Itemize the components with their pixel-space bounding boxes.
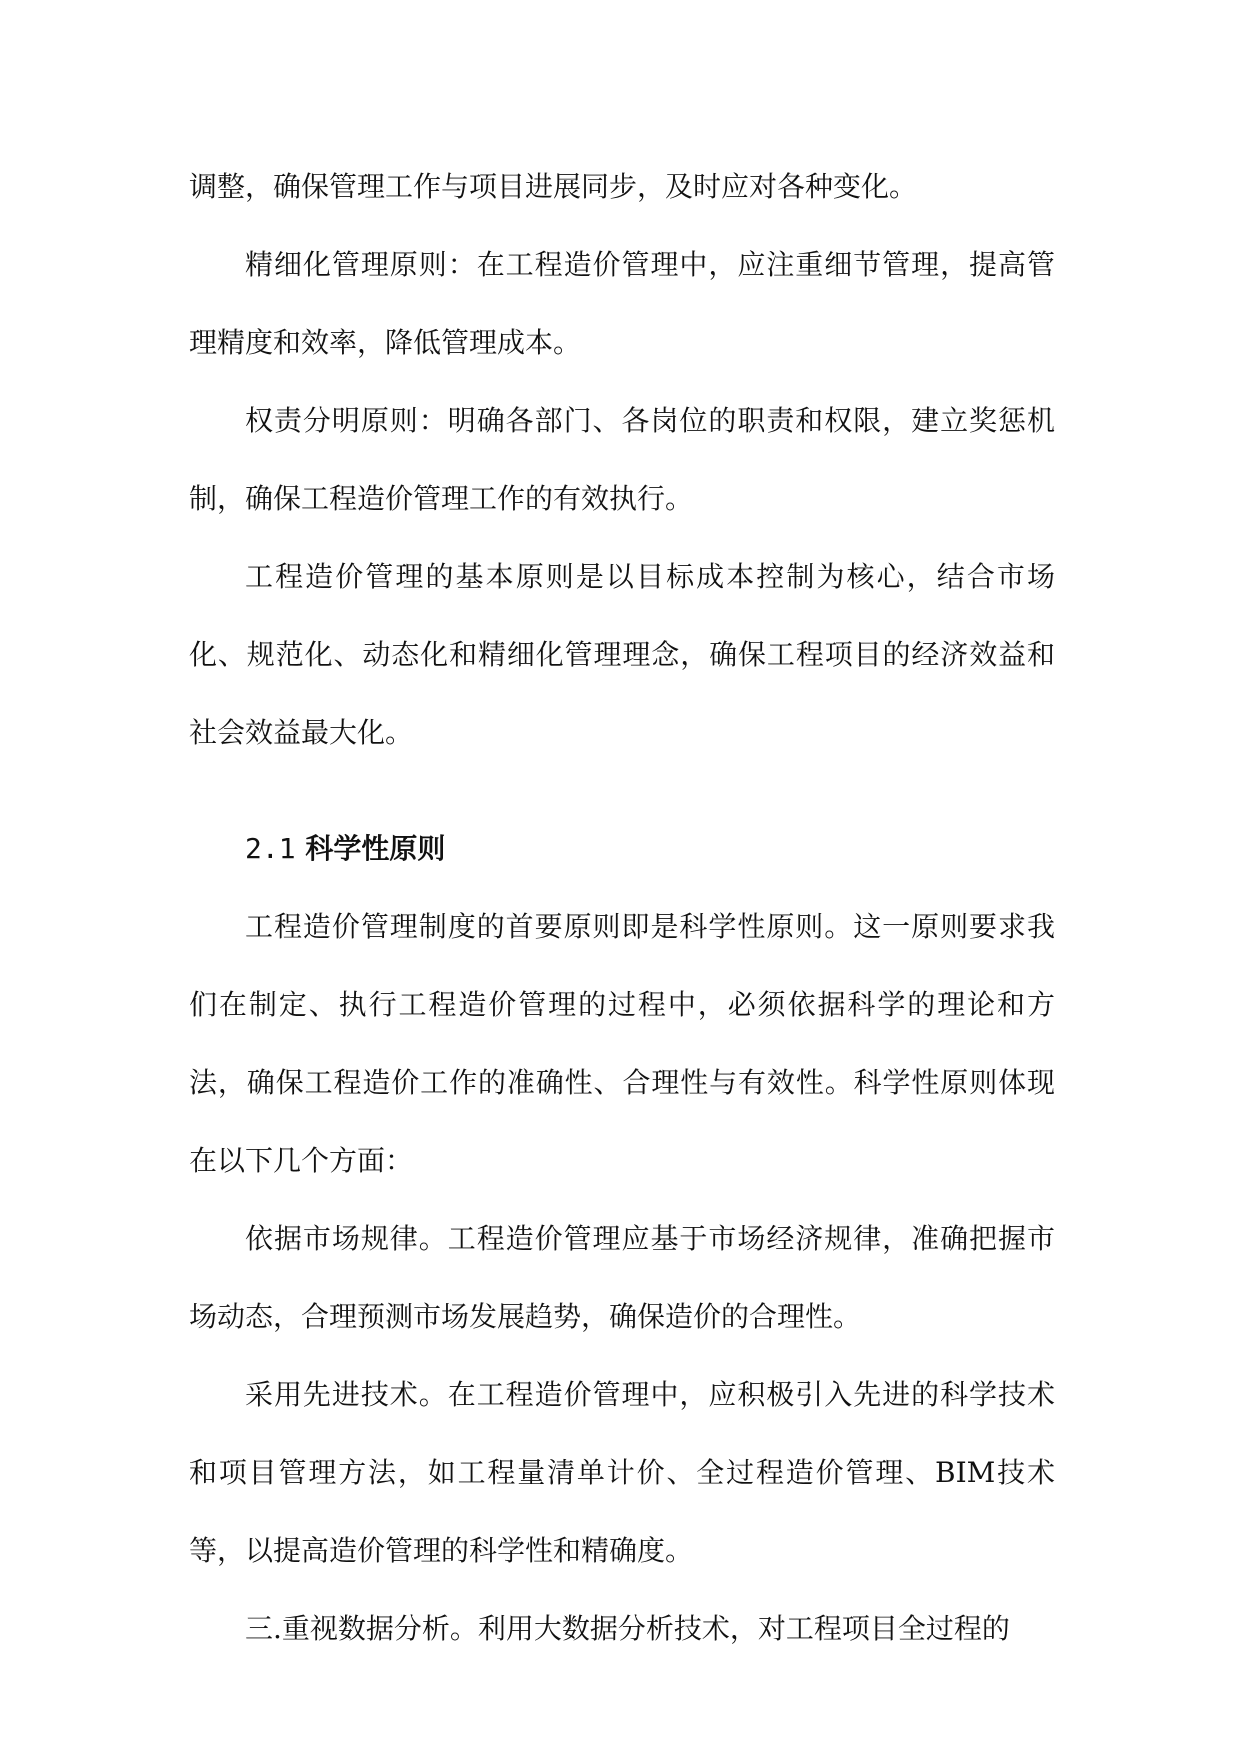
paragraph-advanced-technology: 采用先进技术。在工程造价管理中，应积极引入先进的科学技术和项目管理方法，如工程量清单计价、全过程造价管理、BIM技术等，以提高造价管理的科学性和精确度。 bbox=[189, 1378, 1055, 1567]
paragraph-market-rules: 依据市场规律。工程造价管理应基于市场经济规律，准确把握市场动态，合理预测市场发展趋势，确保造价的合理性。 bbox=[189, 1222, 1055, 1333]
paragraph-scientific-principle-intro: 工程造价管理制度的首要原则即是科学性原则。这一原则要求我们在制定、执行工程造价管理的过程中，必须依据科学的理论和方法，确保工程造价工作的准确性、合理性与有效性。科学性原则体现在以下几个方面： bbox=[189, 910, 1055, 1177]
section-title: 科学性原则 bbox=[305, 832, 446, 865]
paragraph-basic-principles-summary: 工程造价管理的基本原则是以目标成本控制为核心，结合市场化、规范化、动态化和精细化管理理念，确保工程项目的经济效益和社会效益最大化。 bbox=[189, 560, 1055, 749]
paragraph-continuation: 调整，确保管理工作与项目进展同步，及时应对各种变化。 bbox=[189, 170, 918, 203]
paragraph-refined-management: 精细化管理原则：在工程造价管理中，应注重细节管理，提高管理精度和效率，降低管理成本。 bbox=[189, 248, 1055, 359]
document-body bbox=[189, 148, 1055, 1668]
paragraph-data-analysis: 三.重视数据分析。利用大数据分析技术，对工程项目全过程的 bbox=[245, 1612, 1010, 1645]
section-heading bbox=[189, 810, 1055, 888]
section-number: 2.1 bbox=[245, 832, 296, 865]
paragraph-clear-responsibility: 权责分明原则：明确各部门、各岗位的职责和权限，建立奖惩机制，确保工程造价管理工作的有效执行。 bbox=[189, 404, 1055, 515]
